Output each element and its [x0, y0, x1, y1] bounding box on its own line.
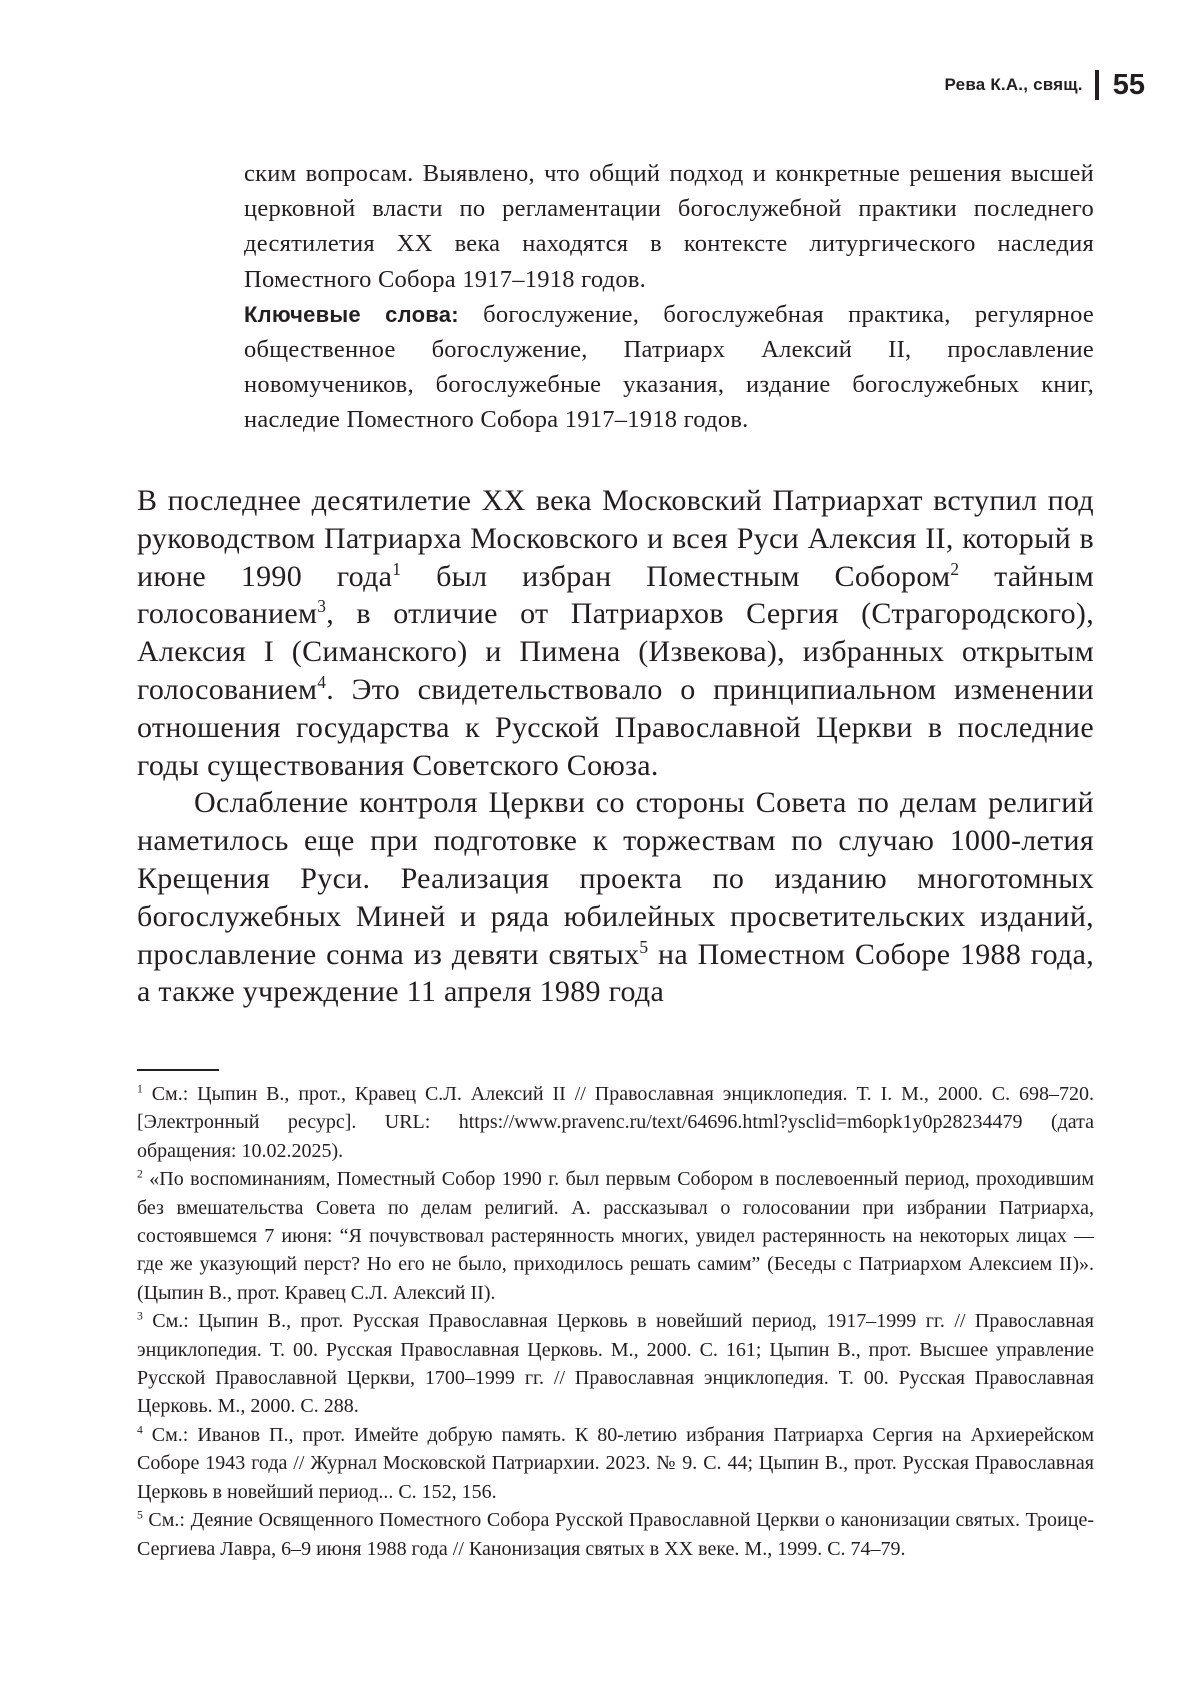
footnote-5 [137, 1506, 1094, 1563]
footnote-ref-4: 4 [317, 671, 327, 692]
paragraph-text: , в отличие от Патриархов Сергия (Страгородского), Алексия I (Симанского) и Пимена (Извекова), избранных открытым голосованием [137, 597, 1094, 706]
footnote-number: 5 [137, 1508, 143, 1522]
footnote-ref-3: 3 [317, 596, 327, 617]
footnote-2 [137, 1165, 1094, 1307]
footnote-ref-2: 2 [950, 558, 960, 579]
footnote-separator [137, 1069, 219, 1071]
page-number: 55 [1112, 68, 1145, 101]
main-text [137, 482, 1094, 1011]
footnote-text: См.: Иванов П., прот. Имейте добрую память. К 80-летию избрания Патриарха Сергия на Архиерейском Соборе 1943 года // Журнал Московской Патриархии. 2023. № 9. С. 44; Цыпин В., прот. Русская Православная Церковь в новейший период... С. 152, 156. [137, 1423, 1094, 1503]
keywords-label: Ключевые слова: [244, 301, 459, 327]
keywords-list: богослужение, богослужебная практика, регулярное общественное богослужение, Патриарх Алексий II, прославление новомучеников, богослужебные указания, издание богослужебных книг, наследие Поместного Собора 1917–1918 годов. [244, 300, 1094, 434]
abstract [244, 156, 1094, 438]
footnote-1 [137, 1080, 1094, 1165]
footnote-number: 3 [137, 1309, 143, 1323]
paragraph-text: Ослабление контроля Церкви со стороны Совета по делам религий наметилось еще при подготовке к торжествам по случаю 1000-летия Крещения Руси. Реализация проекта по изданию многотомных богослужебных Миней и ряда юбилейных просветительских изданий, прославление сонма из девяти святых [137, 786, 1094, 971]
paragraph-text: В последнее десятилетие XX века Московский Патриархат вступил под руководством Патриарха Московского и всея Руси Алексия II, который в июне 1990 года [137, 484, 1094, 593]
paragraph-text: тайным голосованием [137, 559, 1094, 631]
footnote-text: См.: Деяние Освященного Поместного Собора Русской Православной Церкви о канонизации святых. Троице-Сергиева Лавра, 6–9 июня 1988 года // Канонизация святых в XX веке. М., 1999. С. 74–79. [137, 1509, 1094, 1560]
footnote-text: См.: Цыпин В., прот. Русская Православная Церковь в новейший период, 1917–1999 гг. // Православная энциклопедия. Т. 00. Русская Православная Церковь. М., 2000. С. 161; Цыпин В., прот. Высшее управление Русской Православной Церкви, 1700–1999 гг. // Православная энциклопедия. Т. 00. Русская Православная Церковь. М., 2000. С. 288. [137, 1310, 1094, 1418]
paragraph-text: на Поместном Соборе 1988 года, а также учреждение 11 апреля 1989 года [137, 937, 1094, 1009]
footnote-number: 1 [137, 1082, 143, 1096]
footnote-ref-1: 1 [392, 558, 402, 579]
footnote-ref-5: 5 [639, 936, 649, 957]
paragraph-2 [137, 784, 1094, 1011]
running-head [945, 68, 1145, 102]
footnote-text: См.: Цыпин В., прот., Кравец С.Л. Алексий II // Православная энциклопедия. Т. I. М., 2000. С. 698–720. [Электронный ресурс]. URL: https://www.pravenc.ru/text/64696.html?ysclid=m6opk1y0p28234479 (дата обращения: 10.02.2025). [137, 1083, 1094, 1162]
footnote-number: 4 [137, 1423, 143, 1437]
running-head-divider [1095, 70, 1099, 100]
abstract-text: ским вопросам. Выявлено, что общий подход и конкретные решения высшей церковной власти по регламентации богослужебной практики последнего десятилетия XX века находятся в контексте литургического наследия Поместного Собора 1917–1918 годов. [244, 160, 1094, 293]
footnote-4 [137, 1421, 1094, 1506]
footnote-3 [137, 1307, 1094, 1421]
footnote-text: «По воспоминаниям, Поместный Собор 1990 г. был первым Собором в послевоенный период, проходившим без вмешательства Совета по делам религий. А. рассказывал о голосовании при избрании Патриарха, состоявшемся 7 июня: “Я почувствовал растерянность многих, увидел растерянность на некоторых лицах — где же указующий перст? Но его не было, приходилось решать самим” (Беседы с Патриархом Алексием II)». (Цыпин В., прот. Кравец С.Л. Алексий II). [137, 1168, 1094, 1304]
paragraph-text: был избран Поместным Собором [401, 559, 951, 593]
keywords [244, 297, 1094, 438]
footnote-number: 2 [137, 1167, 143, 1181]
running-head-author: Рева К.А., свящ. [944, 75, 1083, 94]
paragraph-text: . Это свидетельствовало о принципиальном изменении отношения государства к Русской Православной Церкви в последние годы существования Советского Союза. [137, 672, 1094, 782]
footnotes [137, 1080, 1094, 1563]
paragraph-1 [137, 482, 1094, 784]
